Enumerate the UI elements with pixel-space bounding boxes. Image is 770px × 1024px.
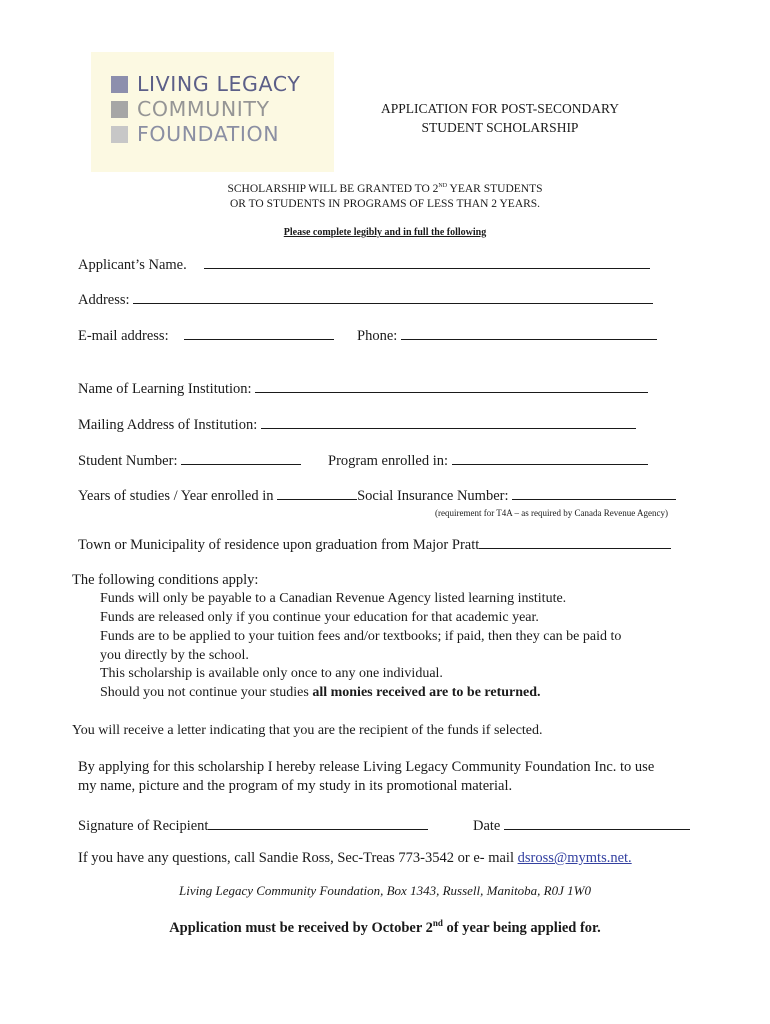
release-line-2: my name, picture and the program of my study in its promotional material. [78,778,513,794]
institution-name-label: Name of Learning Institution: [78,381,252,397]
signature-line[interactable] [208,815,428,830]
program-line[interactable] [452,450,648,465]
institution-address-field[interactable] [78,414,636,434]
condition-item: you directly by the school. [100,648,249,663]
condition-item: This scholarship is available only once to any one individual. [100,666,443,681]
email-field[interactable] [78,325,334,345]
email-line[interactable] [184,325,334,340]
phone-label: Phone: [357,328,398,344]
application-deadline: Application must be received by October 2nd of year being applied for. [169,918,601,936]
form-title-line-1: APPLICATION FOR POST-SECONDARY [380,101,620,116]
phone-line[interactable] [401,325,657,340]
condition-item: Funds will only be payable to a Canadian Revenue Agency listed learning institute. [100,591,567,606]
questions-text: If you have any questions, call Sandie Ross, Sec-Treas 773-3542 or e- mail dsross@mymts.net. [78,850,632,866]
logo-line-2: COMMUNITY [137,97,270,121]
eligibility-notice-line-2: OR TO STUDENTS IN PROGRAMS OF LESS THAN 2 YEARS. [229,198,541,210]
conditions-heading: The following conditions apply: [72,572,259,588]
town-field[interactable] [78,534,671,554]
date-line[interactable] [504,815,690,830]
eligibility-notice-line-1: SCHOLARSHIP WILL BE GRANTED TO 2ND YEAR STUDENTS [227,183,543,195]
address-field[interactable] [78,289,653,309]
applicant-name-label: Applicant’s Name. [78,257,187,273]
program-label: Program enrolled in: [328,453,449,469]
instruction-text: Please complete legibly and in full the following [283,227,487,238]
applicant-name-line[interactable] [204,254,650,269]
signature-field[interactable] [78,815,428,835]
student-number-label: Student Number: [78,453,178,469]
foundation-logo [91,52,334,172]
letter-note: You will receive a letter indicating that you are the recipient of the funds if selected. [72,723,543,738]
program-field[interactable] [328,450,648,470]
years-of-study-line[interactable] [277,485,357,500]
foundation-address: Living Legacy Community Foundation, Box 1343, Russell, Manitoba, R0J 1W0 [179,883,591,898]
sin-line[interactable] [512,485,676,500]
date-label: Date [473,818,501,834]
student-number-line[interactable] [181,450,301,465]
years-of-study-label: Years of studies / Year enrolled in [78,488,274,504]
sin-requirement-note: (requirement for T4A – as required by Canada Revenue Agency) [435,508,669,518]
institution-name-field[interactable] [78,378,648,398]
logo-square-icon [111,76,128,93]
logo-square-icon [111,101,128,118]
institution-address-label: Mailing Address of Institution: [78,417,258,433]
condition-item: Funds are to be applied to your tuition fees and/or textbooks; if paid, then they can be paid to [100,629,622,644]
date-field[interactable] [473,815,690,835]
signature-label: Signature of Recipient [78,818,209,834]
institution-address-line[interactable] [261,414,636,429]
sin-label: Social Insurance Number: [357,488,509,504]
town-line[interactable] [479,534,671,549]
logo-line-1: LIVING LEGACY [137,72,301,96]
phone-field[interactable] [357,325,657,345]
contact-email-link[interactable]: dsross@mymts.net. [517,850,632,866]
logo-line-3: FOUNDATION [137,122,280,146]
applicant-name-field[interactable] [78,254,650,274]
student-number-field[interactable] [78,450,301,470]
release-line-1: By applying for this scholarship I hereby release Living Legacy Community Foundation Inc. to use [78,759,655,775]
address-line[interactable] [133,289,653,304]
condition-item: Funds are released only if you continue your education for that academic year. [100,610,539,625]
town-label: Town or Municipality of residence upon graduation from Major Pratt [78,537,480,553]
institution-name-line[interactable] [255,378,648,393]
condition-item-return: Should you not continue your studies all monies received are to be returned. [100,685,541,700]
years-of-study-field[interactable] [78,485,676,505]
address-label: Address: [78,292,130,308]
form-title-line-2: STUDENT SCHOLARSHIP [421,120,579,135]
logo-square-icon [111,126,128,143]
email-label: E-mail address: [78,328,169,344]
